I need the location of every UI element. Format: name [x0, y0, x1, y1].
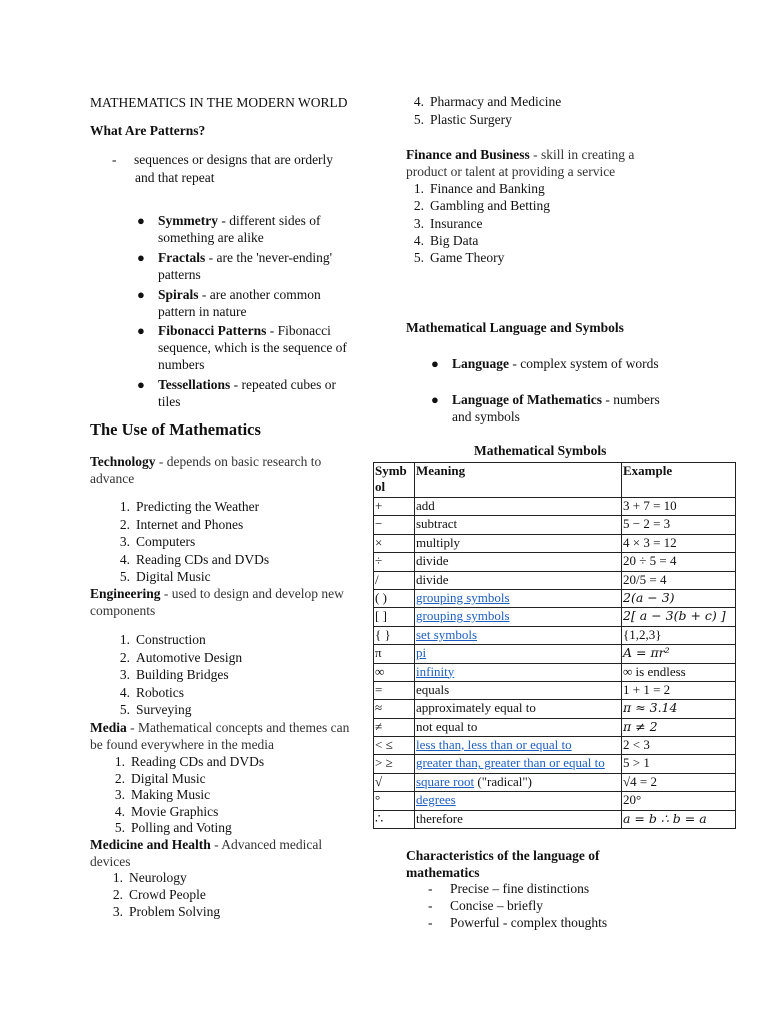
meaning-cell [415, 681, 622, 699]
list-text: Pharmacy and Medicine [430, 94, 562, 109]
meaning-link[interactable]: degrees [416, 792, 456, 808]
example-cell: 3 + 7 = 10 [622, 498, 736, 516]
list-text: Computers [136, 534, 196, 550]
list-text: Movie Graphics [131, 803, 219, 819]
bullet-icon: ● [137, 323, 145, 338]
list-number: 5. [114, 820, 125, 835]
pattern-desc: - repeated cubes or [230, 377, 336, 392]
section-desc: - skill in creating a [529, 147, 635, 162]
example-cell: π ≈ 3.14 [622, 700, 736, 718]
bullet-icon: ● [137, 250, 145, 265]
list-text: Reading CDs and DVDs [136, 551, 270, 567]
list-number: 5. [413, 112, 424, 127]
symbol-cell: ∴ [374, 810, 415, 828]
meaning-cell [415, 755, 622, 773]
pattern-item [137, 212, 362, 246]
table-row [374, 608, 736, 626]
symbol-cell: ≠ [374, 718, 415, 736]
symbol-cell: − [374, 516, 415, 534]
section-desc: - Mathematical concepts and themes can [126, 720, 350, 735]
header-meaning: Meaning [415, 463, 622, 498]
pattern-desc: - different sides of [217, 213, 321, 228]
bullet-icon: ● [137, 287, 145, 302]
meaning-link[interactable]: set symbols [416, 626, 478, 642]
pattern-desc-cont: something are alike [158, 230, 264, 245]
bullet-icon: ● [137, 377, 145, 392]
section-definition [406, 146, 706, 180]
example-cell: 2 < 3 [622, 737, 736, 755]
list-text: Polling and Voting [131, 820, 232, 835]
list-number: 1. [112, 870, 123, 885]
list-number: 1. [119, 499, 130, 514]
bullet-icon: ● [137, 213, 145, 228]
list-text: Surveying [136, 702, 192, 718]
meaning-cell [415, 663, 622, 681]
list-number: 2. [114, 770, 125, 786]
pattern-desc-cont: sequence, which is the sequence of [158, 340, 347, 355]
list-text: Robotics [136, 684, 185, 700]
use-of-mathematics-heading: The Use of Mathematics [90, 420, 261, 439]
section-desc: - depends on basic research to [155, 454, 322, 469]
meaning-cell [415, 645, 622, 663]
symbol-cell: ° [374, 792, 415, 810]
table-row [374, 663, 736, 681]
symbol-cell: { } [374, 626, 415, 644]
table-row [374, 700, 736, 718]
meaning-text: divide [416, 553, 449, 569]
list-number: 3. [119, 534, 130, 550]
pattern-term: Fibonacci Patterns [158, 323, 267, 338]
meaning-link[interactable]: greater than, greater than or equal to [416, 755, 605, 771]
list-number: 4. [119, 551, 130, 567]
list-text: Plastic Surgery [430, 112, 512, 127]
pattern-term: Symmetry [158, 213, 218, 228]
list-text: Internet and Phones [136, 516, 244, 532]
meaning-text: add [416, 498, 435, 513]
list-number: 2. [119, 516, 130, 532]
list-number: 2. [413, 198, 424, 214]
table-row [374, 498, 736, 516]
example-cell: 2[ a − 3(b + c) ] [622, 608, 736, 626]
list-number: 5. [413, 250, 424, 266]
header-symbol: Symb ol [374, 463, 415, 498]
meaning-text: equals [416, 681, 450, 697]
section-desc: - Advanced medical [210, 837, 323, 852]
section-desc-cont: devices [90, 854, 131, 869]
list-number: 5. [119, 569, 130, 585]
meaning-text: multiply [416, 534, 461, 550]
meaning-cell [415, 626, 622, 644]
pattern-item [137, 249, 362, 283]
list-text: Gambling and Betting [430, 198, 550, 214]
meaning-cell [415, 553, 622, 571]
table-row [374, 773, 736, 791]
list-text: Problem Solving [129, 904, 221, 919]
pattern-desc-cont: patterns [158, 267, 201, 282]
list-text: Digital Music [136, 569, 211, 585]
meaning-cell [415, 516, 622, 534]
list-number: 1. [413, 181, 424, 196]
list-number: 5. [119, 702, 130, 718]
list-number: 1. [119, 632, 130, 647]
symbol-cell: ≈ [374, 700, 415, 718]
list-number: 3. [112, 904, 123, 919]
meaning-text: approximately equal to [416, 700, 536, 716]
list-number: 4. [119, 684, 130, 700]
list-text: Powerful - complex thoughts [450, 915, 608, 930]
meaning-cell [415, 810, 622, 828]
symbol-cell: × [374, 534, 415, 552]
table-row [374, 681, 736, 699]
example-cell: 20 ÷ 5 = 4 [622, 553, 736, 571]
meaning-cell [415, 773, 622, 791]
example-cell: A = πr² [622, 645, 736, 663]
list-text: Insurance [430, 215, 483, 231]
example-cell: 20° [622, 792, 736, 810]
list-text: Precise – fine distinctions [450, 881, 590, 896]
list-text: Neurology [129, 870, 187, 885]
pattern-desc-cont: numbers [158, 357, 205, 372]
list-number: 4. [413, 94, 424, 109]
symbol-cell: √ [374, 773, 415, 791]
table-row [374, 534, 736, 552]
meaning-text: subtract [416, 516, 458, 532]
list-text: Crowd People [129, 887, 206, 902]
section-term: Medicine and Health [90, 837, 211, 852]
pattern-item [137, 286, 362, 320]
symbols-table [373, 462, 736, 829]
list-text: Reading CDs and DVDs [131, 754, 265, 769]
meaning-text: therefore [416, 810, 463, 826]
section-definition [90, 453, 360, 487]
table-row [374, 589, 736, 607]
meaning-text: not equal to [416, 718, 478, 734]
section-definition [90, 836, 360, 870]
table-row [374, 718, 736, 736]
example-cell: ∞ is endless [622, 663, 736, 681]
table-row [374, 516, 736, 534]
meaning-link[interactable]: grouping symbols [416, 589, 510, 605]
table-row [374, 737, 736, 755]
pattern-term: Spirals [158, 287, 199, 302]
list-text: Building Bridges [136, 667, 229, 683]
section-desc: - used to design and develop new [160, 586, 344, 601]
table-row [374, 792, 736, 810]
symbols-table-title: Mathematical Symbols [474, 443, 607, 458]
list-text: Automotive Design [136, 649, 243, 665]
patterns-definition-line2: and that repeat [135, 170, 215, 185]
example-cell: 5 > 1 [622, 755, 736, 773]
symbol-cell: π [374, 645, 415, 663]
list-text: Big Data [430, 232, 479, 248]
language-symbols-heading: Mathematical Language and Symbols [406, 320, 624, 335]
section-desc-cont: be found everywhere in the media [90, 737, 275, 752]
list-number: 4. [413, 232, 424, 248]
meaning-cell [415, 534, 622, 552]
section-desc-cont: advance [90, 471, 135, 486]
list-number: 1. [114, 754, 125, 769]
dash-marker: - [428, 881, 433, 896]
list-number: 2. [119, 649, 130, 665]
meaning-extra: ("radical") [474, 773, 533, 789]
meaning-cell [415, 737, 622, 755]
symbol-cell: + [374, 498, 415, 516]
section-desc-cont: product or talent at providing a service [406, 164, 616, 179]
patterns-heading: What Are Patterns? [90, 123, 206, 138]
example-cell: 1 + 1 = 2 [622, 681, 736, 699]
pattern-term: Tessellations [158, 377, 231, 392]
table-header-row [374, 463, 736, 498]
meaning-cell [415, 571, 622, 589]
meaning-cell [415, 498, 622, 516]
pattern-item [137, 376, 362, 410]
meaning-link[interactable]: infinity [416, 663, 455, 679]
section-term: Finance and Business [406, 147, 530, 162]
example-cell: {1,2,3} [622, 626, 736, 644]
meaning-cell [415, 589, 622, 607]
dash-marker: - [428, 898, 433, 913]
example-cell: 20/5 = 4 [622, 571, 736, 589]
table-row [374, 645, 736, 663]
symbol-cell: ÷ [374, 553, 415, 571]
symbol-cell: > ≥ [374, 755, 415, 773]
list-text: Predicting the Weather [136, 499, 260, 514]
meaning-link[interactable]: square root [416, 773, 475, 789]
meaning-cell [415, 608, 622, 626]
table-row [374, 553, 736, 571]
list-text: Construction [136, 632, 206, 647]
list-text: Finance and Banking [430, 181, 545, 196]
table-row [374, 626, 736, 644]
pattern-term: Fractals [158, 250, 206, 265]
dash-marker: - [428, 915, 433, 930]
meaning-link[interactable]: grouping symbols [416, 608, 510, 624]
section-term: Media [90, 720, 127, 735]
list-number: 3. [114, 787, 125, 802]
section-definition [90, 719, 360, 753]
list-text: Digital Music [131, 770, 206, 786]
list-text: Making Music [131, 787, 211, 802]
language-of-mathematics-bullet: ● Language of Mathematics - numbers and symbols [431, 392, 660, 424]
example-cell: √4 = 2 [622, 773, 736, 791]
meaning-link[interactable]: less than, less than or equal to [416, 737, 572, 753]
example-cell: 5 − 2 = 3 [622, 516, 736, 534]
meaning-cell [415, 700, 622, 718]
example-cell: π ≠ 2 [622, 718, 736, 736]
list-number: 2. [112, 887, 123, 902]
symbol-cell: = [374, 681, 415, 699]
list-number: 3. [119, 667, 130, 683]
example-cell: a = b ∴ b = a [622, 810, 736, 828]
table-row [374, 810, 736, 828]
section-term: Engineering [90, 586, 161, 601]
pattern-item [137, 322, 362, 373]
list-text: Concise – briefly [450, 898, 543, 913]
document-title: MATHEMATICS IN THE MODERN WORLD [90, 95, 348, 110]
list-text: Game Theory [430, 250, 505, 266]
meaning-cell [415, 718, 622, 736]
table-row [374, 755, 736, 773]
table-row [374, 571, 736, 589]
list-number: 4. [114, 803, 125, 819]
example-cell: 2(a − 3) [622, 589, 736, 607]
meaning-cell [415, 792, 622, 810]
symbol-cell: ∞ [374, 663, 415, 681]
pattern-desc-cont: tiles [158, 394, 181, 409]
header-example: Example [622, 463, 736, 498]
meaning-link[interactable]: pi [416, 645, 427, 661]
pattern-desc: - are the 'never-ending' [205, 250, 333, 265]
characteristics-heading: Characteristics of the language of mathematics [406, 848, 600, 880]
symbol-cell: ( ) [374, 589, 415, 607]
symbols-table-body [374, 498, 736, 829]
pattern-desc: - Fibonacci [266, 323, 331, 338]
section-term: Technology [90, 454, 156, 469]
pattern-desc: - are another common [198, 287, 321, 302]
section-definition [90, 585, 360, 619]
section-desc-cont: components [90, 603, 156, 618]
meaning-text: divide [416, 571, 449, 587]
symbol-cell: < ≤ [374, 737, 415, 755]
list-number: 3. [413, 215, 424, 231]
symbol-cell: [ ] [374, 608, 415, 626]
language-bullet: ● Language - complex system of words [431, 356, 659, 371]
symbol-cell: / [374, 571, 415, 589]
example-cell: 4 × 3 = 12 [622, 534, 736, 552]
pattern-desc-cont: pattern in nature [158, 304, 247, 319]
